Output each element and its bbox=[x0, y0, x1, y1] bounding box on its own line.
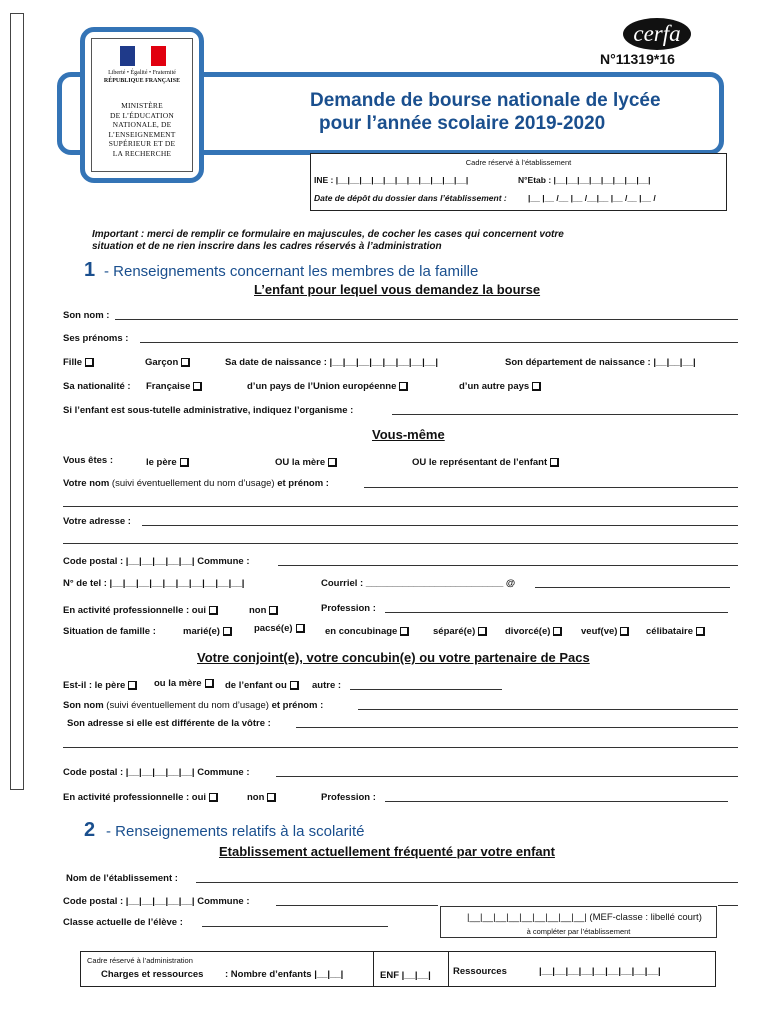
important-notice: Important : merci de remplir ce formulaire en majuscules, de cocher les cases qui concernent votre situation et de ne rien inscrire dans les cadres réservés à l’administration bbox=[92, 229, 564, 252]
code-postal3-field[interactable]: Code postal : |__|__|__|__|__| Commune : bbox=[63, 896, 250, 907]
separe-option[interactable]: séparé(e) bbox=[433, 626, 486, 637]
tutelle-label: Si l’enfant est sous-tutelle administrative, indiquez l’organisme : bbox=[63, 405, 354, 416]
admin-divider-1 bbox=[373, 952, 374, 986]
est-il-pere-option[interactable]: Est-il : le père bbox=[63, 680, 136, 691]
commune3-input-end[interactable] bbox=[718, 905, 738, 906]
representant-option[interactable]: OU le représentant de l’enfant bbox=[412, 457, 558, 468]
ses-prenoms-label: Ses prénoms : bbox=[63, 333, 129, 344]
child-subtitle: L’enfant pour lequel vous demandez la bourse bbox=[254, 282, 541, 297]
representant-checkbox[interactable] bbox=[550, 458, 558, 466]
marie-checkbox[interactable] bbox=[223, 627, 231, 635]
ressources-label: Ressources bbox=[453, 966, 507, 977]
pacse-checkbox[interactable] bbox=[296, 624, 304, 632]
tel-field[interactable]: N° de tel : |__|__|__|__|__|__|__|__|__|__| bbox=[63, 578, 245, 589]
mere-option[interactable]: OU la mère bbox=[275, 457, 336, 468]
form-title-line1: Demande de bourse nationale de lycée bbox=[310, 90, 661, 111]
etab-box-caption: Cadre réservé à l’établissement bbox=[465, 158, 572, 167]
admin-caption: Cadre réservé à l’administration bbox=[87, 956, 193, 965]
netab-field[interactable]: N°Etab : |__|__|__|__|__|__|__|__| bbox=[518, 175, 651, 185]
autre-input[interactable] bbox=[350, 689, 502, 690]
nb-enfants-field: : Nombre d’enfants |__|__| bbox=[225, 969, 344, 980]
nom-etab-input[interactable] bbox=[196, 882, 738, 883]
garcon-checkbox[interactable] bbox=[181, 358, 189, 366]
commune2-input[interactable] bbox=[276, 776, 738, 777]
courriel-field[interactable]: Courriel : __________________________ @ bbox=[321, 578, 516, 589]
activite2-oui-checkbox[interactable] bbox=[209, 793, 217, 801]
mef-caption: à compléter par l’établissement bbox=[526, 927, 631, 936]
son-adresse-input-line2[interactable] bbox=[63, 747, 738, 748]
activite2-non-checkbox[interactable] bbox=[267, 793, 275, 801]
code-postal-field[interactable]: Code postal : |__|__|__|__|__| Commune : bbox=[63, 556, 250, 567]
pere-option[interactable]: le père bbox=[146, 457, 188, 468]
date-depot-label: Date de dépôt du dossier dans l’établissement : bbox=[314, 193, 507, 203]
pere-checkbox[interactable] bbox=[180, 458, 188, 466]
francaise-option[interactable]: Française bbox=[146, 381, 201, 392]
activite2-label: En activité professionnelle : oui bbox=[63, 792, 217, 803]
cerfa-number: N°11319*16 bbox=[600, 51, 675, 67]
mef-field[interactable]: |__|__|__|__|__|__|__|__|__| (MEF-classe : libellé court) bbox=[467, 912, 702, 923]
autre-pays-checkbox[interactable] bbox=[532, 382, 540, 390]
logo-frame bbox=[80, 27, 204, 183]
fille-checkbox[interactable] bbox=[85, 358, 93, 366]
tutelle-input[interactable] bbox=[392, 414, 738, 415]
republique-label: RÉPUBLIQUE FRANÇAISE bbox=[103, 78, 181, 84]
classe-input[interactable] bbox=[202, 926, 388, 927]
profession-input[interactable] bbox=[385, 612, 728, 613]
vous-etes-label: Vous êtes : bbox=[63, 455, 113, 466]
son-nom-label: Son nom : bbox=[63, 310, 110, 321]
votre-nom-input[interactable] bbox=[364, 487, 738, 488]
marianne-motto: Liberté • Égalité • Fraternité bbox=[108, 70, 176, 76]
concubinage-checkbox[interactable] bbox=[400, 627, 408, 635]
conjoint-autre-option[interactable]: de l’enfant ou bbox=[225, 680, 298, 691]
votre-adresse-input-line2[interactable] bbox=[63, 543, 738, 544]
form-title-line2: pour l’année scolaire 2019-2020 bbox=[319, 113, 606, 134]
ministry-name: MINISTÈRE DE L’ÉDUCATION NATIONALE, DE L’ENSEIGNEMENT SUPÉRIEUR ET DE LA RECHERCHE bbox=[108, 101, 176, 158]
votre-nom-label: Votre nom (suivi éventuellement du nom d’usage) et prénom : bbox=[63, 478, 329, 489]
veuf-option[interactable]: veuf(ve) bbox=[581, 626, 628, 637]
profession-label: Profession : bbox=[321, 603, 376, 614]
code-postal2-field[interactable]: Code postal : |__|__|__|__|__| Commune : bbox=[63, 767, 250, 778]
ses-prenoms-input[interactable] bbox=[140, 342, 738, 343]
mef-box bbox=[440, 906, 717, 938]
section1-number: 1 bbox=[84, 259, 96, 281]
son-nom-conjoint-input[interactable] bbox=[358, 709, 738, 710]
vous-subtitle: Vous-même bbox=[372, 427, 445, 442]
margin-bar bbox=[10, 13, 24, 790]
divorce-checkbox[interactable] bbox=[553, 627, 561, 635]
conjoint-mere-checkbox[interactable] bbox=[205, 679, 213, 687]
pacse-option[interactable]: pacsé(e) bbox=[254, 623, 304, 634]
veuf-checkbox[interactable] bbox=[620, 627, 628, 635]
votre-adresse-label: Votre adresse : bbox=[63, 516, 131, 527]
commune3-input[interactable] bbox=[276, 905, 438, 906]
celibataire-option[interactable]: célibataire bbox=[646, 626, 704, 637]
nom-etab-label: Nom de l’établissement : bbox=[66, 873, 178, 884]
francaise-checkbox[interactable] bbox=[193, 382, 201, 390]
ue-checkbox[interactable] bbox=[399, 382, 407, 390]
son-nom-conjoint-label: Son nom (suivi éventuellement du nom d’usage) et prénom : bbox=[63, 700, 324, 711]
classe-label: Classe actuelle de l’élève : bbox=[63, 917, 183, 928]
cerfa-logo: cerfa bbox=[623, 18, 691, 50]
activite-non-checkbox[interactable] bbox=[269, 606, 277, 614]
commune-input[interactable] bbox=[278, 565, 738, 566]
son-adresse-label: Son adresse si elle est différente de la vôtre : bbox=[67, 718, 271, 729]
departement-field[interactable]: Son département de naissance : |__|__|__| bbox=[505, 357, 696, 368]
enf-field: ENF |__|__| bbox=[380, 970, 431, 981]
conjoint-autre-checkbox[interactable] bbox=[290, 681, 298, 689]
marie-option[interactable]: marié(e) bbox=[183, 626, 231, 637]
date-naissance-field[interactable]: Sa date de naissance : |__|__|__|__|__|__|__|__| bbox=[225, 357, 439, 368]
fille-option[interactable]: Fille bbox=[63, 357, 93, 368]
activite-label: En activité professionnelle : oui bbox=[63, 605, 217, 616]
charges-label: Charges et ressources bbox=[101, 969, 204, 980]
activite-non-option[interactable]: non bbox=[249, 605, 277, 616]
concubinage-option[interactable]: en concubinage bbox=[325, 626, 408, 637]
profession2-label: Profession : bbox=[321, 792, 376, 803]
etablissement-reserved-box bbox=[310, 153, 727, 211]
son-adresse-input[interactable] bbox=[296, 727, 738, 728]
separe-checkbox[interactable] bbox=[478, 627, 486, 635]
courriel-domain-input[interactable] bbox=[535, 587, 730, 588]
votre-adresse-input[interactable] bbox=[142, 525, 738, 526]
autre-pays-option[interactable]: d’un autre pays bbox=[459, 381, 540, 392]
conjoint-pere-checkbox[interactable] bbox=[128, 681, 136, 689]
garcon-option[interactable]: Garçon bbox=[145, 357, 189, 368]
section2-number: 2 bbox=[84, 819, 96, 841]
ue-option[interactable]: d’un pays de l’Union européenne bbox=[247, 381, 407, 392]
admin-divider-2 bbox=[448, 952, 449, 986]
votre-nom-input-line2[interactable] bbox=[63, 506, 738, 507]
section2-title: - Renseignements relatifs à la scolarité bbox=[106, 823, 365, 840]
admin-reserved-box bbox=[80, 951, 716, 987]
situation-label: Situation de famille : bbox=[63, 626, 156, 637]
ressources-field: |__|__|__|__|__|__|__|__|__| bbox=[539, 966, 661, 977]
mere-checkbox[interactable] bbox=[328, 458, 336, 466]
tricolor-flag-icon bbox=[120, 46, 166, 66]
autre-label: autre : bbox=[312, 680, 342, 691]
conjoint-mere-option[interactable]: ou la mère bbox=[154, 678, 213, 689]
section2-subtitle: Etablissement actuellement fréquenté par votre enfant bbox=[219, 844, 555, 859]
section1-title: - Renseignements concernant les membres de la famille bbox=[104, 263, 479, 280]
republique-logo bbox=[91, 38, 193, 172]
celibataire-checkbox[interactable] bbox=[696, 627, 704, 635]
activite2-non-option[interactable]: non bbox=[247, 792, 275, 803]
ine-field[interactable]: INE : |__|__|__|__|__|__|__|__|__|__|__| bbox=[314, 175, 469, 185]
date-depot-field[interactable]: |__ |__ /__ |__ /__|__ |__ /__ |__ / bbox=[528, 193, 656, 203]
son-nom-input[interactable] bbox=[115, 319, 738, 320]
divorce-option[interactable]: divorcé(e) bbox=[505, 626, 561, 637]
activite-oui-checkbox[interactable] bbox=[209, 606, 217, 614]
profession2-input[interactable] bbox=[385, 801, 728, 802]
nationalite-label: Sa nationalité : bbox=[63, 381, 131, 392]
conjoint-subtitle: Votre conjoint(e), votre concubin(e) ou votre partenaire de Pacs bbox=[197, 650, 590, 665]
